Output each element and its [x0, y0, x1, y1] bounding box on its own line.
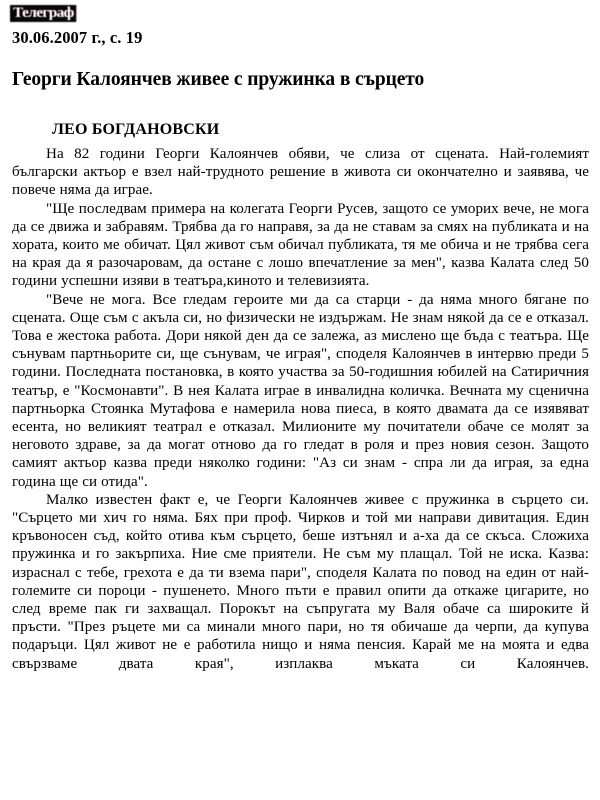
article-byline: ЛЕО БОГДАНОВСКИ [52, 121, 220, 139]
article-body [10, 145, 590, 691]
publication-masthead-logo: Телеграф [10, 5, 77, 22]
dateline: 30.06.2007 г., с. 19 [12, 28, 143, 47]
article-paragraph: На 82 години Георги Калоянчев обяви, че слиза от сцената. Най-големият български актьор е взел най-трудното решение в живота си окончателно и заявява, че повече няма да играе. [12, 145, 589, 199]
article-paragraph: Малко известен факт е, че Георги Калоянчев живее с пружинка в сърцето си. "Сърцето ми хич го няма. Бях при проф. Чирков и той ми направи дивитация. Един кръвоносен съд, който отива към сърцето, беше изтънял и а-ха да се скъса. Сложиха пружинка и го закърпиха. Ние сме приятели. Не съм му плащал. Той не иска. Казва: израснал с тебе, грехота е да ти взема пари", споделя Калата по повод на един от най-големите си пороци - пушенето. Много пъти е правил опити да откаже цигарите, но след време пак ги захващал. Порокът на съпругата му Валя обаче са широките й пръсти. "През ръцете ми са минали много пари, но тя обичаше да черпи, да купува подаръци. Цял живот не е работила нищо и няма пенсия. Карай ме на моята и едва свързваме двата края", изплаква мъката си Калоянчев. [12, 491, 589, 672]
article-paragraph: "Ще последвам примера на колегата Георги Русев, защото се уморих вече, не мога да се движа и забравям. Трябва да го направя, за да не ставам за смях на публиката и на хората, които ме обичат. Цял живот съм обичал публиката, тя ме обича и не трябва сега на края да я разочаровам, да остане с лошо впечатление за мен", казва Калата след 50 години успешни изяви в театъра,киното и телевизията. [12, 200, 589, 290]
article-paragraph: "Вече не мога. Все гледам героите ми да са старци - да няма много бягане по сцената. Още съм с акъла си, но физически не издържам. Не знам някой да се е отказал. Това е жестока работа. Дори някой ден да се залежа, аз мислено ще бъда с театъра. Ще сънувам партньорите си, ще сънувам, че играя", споделя Калоянчев в интервю преди 5 години. Последната постановка, в която участва за 50-годишния юбилей на Сатиричния театър, е "Космонавти". В нея Калата играе в инвалидна количка. Вечната му сценична партньорка Стоянка Мутафова е намерила нова пиеса, в която двамата да се изявяват есента, но великият театрал е отказал. Милионите му почитатели обаче се молят за неговото здраве, за да могат отново да го гледат в роля и през новия сезон. Защото самият актьор казва преди няколко години: "Аз си знам - спра ли да играя, за една година ще си отида". [12, 291, 589, 490]
masthead-row [10, 4, 590, 26]
article-headline: Георги Калоянчев живее с пружинка в сърцето [12, 68, 425, 90]
